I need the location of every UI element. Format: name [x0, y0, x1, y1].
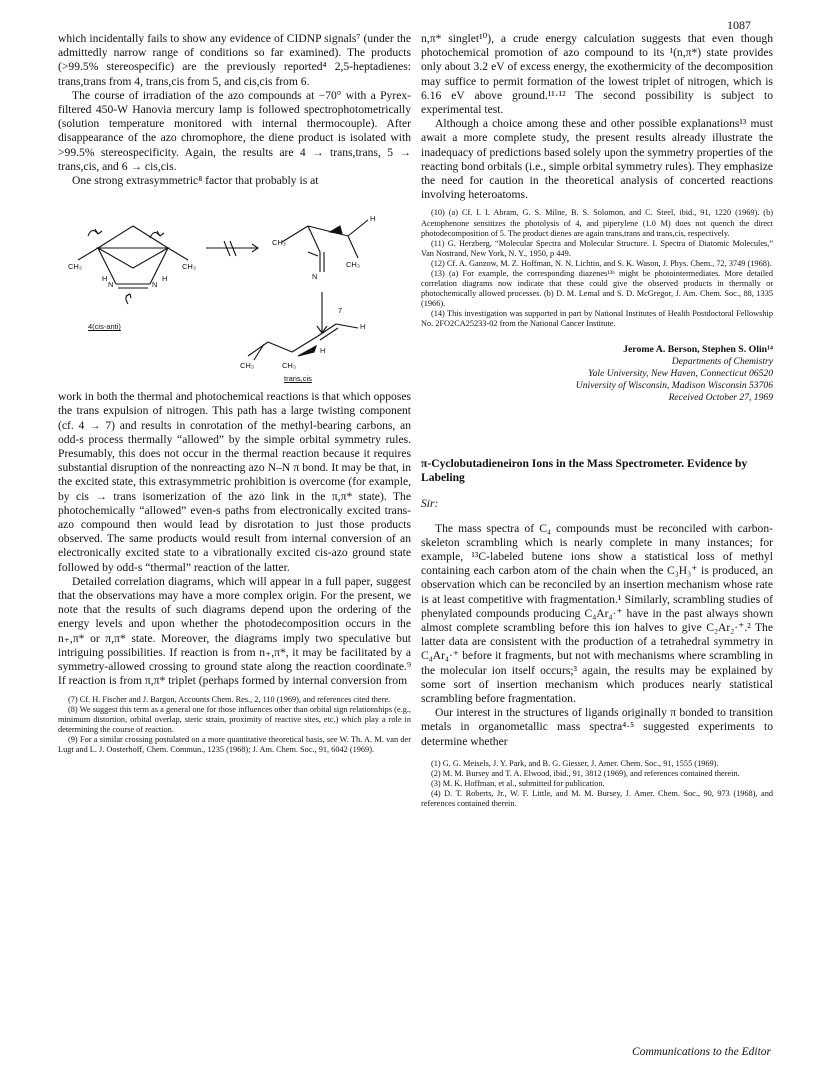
footnote: (4) D. T. Roberts, Jr., W. F. Little, and M. M. Bursey, J. Amer. Chem. Soc., 90, 973 (1968), and references contained therein. — [421, 789, 773, 809]
n-label: N — [312, 272, 318, 282]
left-column — [58, 32, 411, 755]
affiliation: University of Wisconsin, Madison Wisconsin 53706 — [575, 380, 773, 392]
body-paragraph: The mass spectra of C₄ compounds must be reconciled with carbon-skeleton scrambling which is nearly complete in many instances; for example, ¹³C-labeled butene ions show a statistical loss of methyl containing each carbon atom of the chain when the C₃H₃⁺ is produced, an observation which can be reconciled by an insertion mechanism whose rate is at least competitive with fragmentation.¹ Similarly, scrambling studies of phenylated compounds producing C₄Ar₄·⁺ have in the past always shown almost complete scrambling before this ion halves to give C₂Ar₂·⁺.² The latter data are consistent with the production of a tetrahedral symmetry in C₄Ar₄·⁺ before it fragments, but not with mechanisms where scrambling in the molecular ion itself occurs;³ again, the results may be explained by some sort of insertion mechanism which produces nearly statistical scrambling before fragmentation. — [421, 521, 773, 706]
article-title: π-Cyclobutadieneiron Ions in the Mass Spectrometer. Evidence by Labeling — [421, 456, 748, 484]
reaction-scheme-figure — [58, 196, 411, 386]
body-paragraph: n,π* singlet¹⁰), a crude energy calculation suggests that even though photochemical promotion of azo compound to its ¹(n,π*) state provides only about 3.2 eV of excess energy, the exothermicity of the decomposition may suffice to permit formation of the lowest triplet of nitrogen, which is 6.16 eV above ground.¹¹·¹² The second possibility is subject to experimental test. — [421, 32, 773, 117]
salutation: Sir: — [421, 496, 439, 510]
footnotes — [421, 759, 773, 809]
h-label: H — [370, 214, 376, 224]
footnote: (8) We suggest this term as a general one for those influences other than orbital sign relationships (e.g., minimum distortion, orbital overlap, steric strain, proximity of reactive sites, etc.) which play a role in determining the course of reaction. — [58, 704, 411, 734]
footnote: (11) G. Herzberg, “Molecular Spectra and Molecular Structure. I. Spectra of Diatomic Molecules,” Van Nostrand, New York, N. Y., 1950, p 449. — [421, 238, 773, 258]
ch3-label: CH₃ — [272, 238, 286, 248]
footnote: (2) M. M. Bursey and T. A. Elwood, ibid., 91, 3812 (1969), and references contained therein. — [431, 768, 740, 778]
ch3-label: CH₃ — [282, 361, 296, 371]
body-paragraph: The course of irradiation of the azo compounds at −70° with a Pyrex-filtered 450-W Hanovia mercury lamp is followed spectrophotometrically (solution temperature monitored with internal thermocouple). After disappearance of the azo chromophore, the diene product is isolated with >99.5% stereospecificity. Again, the results are 4 → trans,trans, 5 → trans,cis, and 6 → cis,cis. — [58, 88, 411, 173]
body-paragraph: Our interest in the structures of ligands originally π bonded to transition metals in organometallic mass spectra⁴·⁵ suggested experiments to determine whether — [421, 706, 773, 748]
n-label: N — [108, 280, 114, 290]
body-paragraph: Although a choice among these and other possible explanations¹³ must await a more complete study, the present results already illustrate the inadequacy of predictions based solely upon the symmetry properties of the reacting bond orbitals (i.e., simple orbital symmetry rules). They emphasize the need for caution in the theoretical analysis of concerted reactions involving heteroatoms. — [421, 117, 773, 202]
body-paragraph: Detailed correlation diagrams, which will appear in a full paper, suggest that the observations may have a more complex origin. For the present, we note that the results of such diagrams depend upon the ordering of the energy levels and upon whether the photodecomposition occurs in the n₊,π* or π,π* state. Moreover, the diagrams imply two speculative but intriguing possibilities. If reaction is from n₊,π*, it may be facilitated by a symmetry-allowed crossing to ground state along the reaction coordinate.⁹ If reaction is from π,π* triplet (perhaps formed by internal conversion from — [58, 574, 411, 688]
footnote: (13) (a) For example, the corresponding diazenes¹³ᵇ might be photointermediates. More detailed correlation diagrams now indicate that these could give the observed products in thermally or photochemically allowed processes. (b) D. M. Lemal and S. D. McGregor, J. Am. Chem. Soc., 88, 1335 (1966). — [421, 269, 773, 309]
footnote: (12) Cf. A. Ganzow, M. Z. Hoffman, N. N. Lichtin, and S. K. Wason, J. Phys. Chem., 72, 3749 (1968). — [431, 258, 772, 268]
footnote: (7) Cf. H. Fischer and J. Bargon, Accounts Chem. Res., 2, 110 (1969), and references cited there. — [68, 694, 391, 704]
arrow-label-7: 7 — [338, 306, 343, 316]
ch3-label: CH₃ — [182, 262, 196, 272]
h-label: H — [360, 322, 366, 332]
ch3-label: CH₃ — [240, 361, 254, 371]
h-label: H — [102, 274, 108, 284]
footnotes — [421, 208, 773, 329]
h-label: H — [320, 346, 326, 356]
footnote: (3) M. K. Hoffman, et al., submitted for publication. — [431, 779, 605, 789]
footnote: (1) G. G. Meisels, J. Y. Park, and B. G. Giesser, J. Amer. Chem. Soc., 91, 1555 (1969). — [431, 758, 719, 768]
n-label: N — [152, 280, 158, 290]
h-label: H — [162, 274, 168, 284]
author-signature — [421, 344, 773, 405]
footnotes — [58, 695, 411, 756]
received-date: Received October 27, 1969 — [668, 392, 773, 404]
footnote: (10) (a) Cf. I. I. Abram, G. S. Milne, B. S. Solomon, and C. Steel, ibid., 91, 1220 (1969). (b) Acetophenone sensitizes the photolysis of 4, and piperylene (1.0 M) does not quench the direct photodecomposition of 5. The product dienes are again trans,trans and trans,cis, respectively. — [421, 208, 773, 238]
footnote: (9) For a similar crossing postulated on a more quantitative theoretical basis, see W. Th. A. M. van der Lugt and L. J. Oosterhoff, Chem. Commun., 1235 (1968); J. Am. Chem. Soc., 91, 6042 (1969). — [58, 734, 411, 754]
journal-section-footer: Communications to the Editor — [632, 1046, 771, 1058]
reaction-scheme-drawing — [58, 196, 411, 386]
footnote: (14) This investigation was supported in part by National Institutes of Health Postdoctoral Fellowship No. 2FO2CA25233-02 from the National Cancer Institute. — [421, 309, 773, 329]
body-paragraph: One strong extrasymmetric⁸ factor that probably is at — [72, 174, 319, 188]
body-paragraph: work in both the thermal and photochemical reactions is that which opposes the trans expulsion of nitrogen. This path has a large twisting component (cf. 4 → 7) and results in conrotation of the methyl-bearing carbons, an odd-s process thermally “allowed” by the simple orbital symmetry rules. Presumably, this does not occur in the thermal reaction because it requires substantial disruption of the nonreacting azo N–N π bond. It may be that, in the excited state, this extrasymmetric prohibition is overcome (for example, by cis → trans isomerization of the azo link in the π,π* state). The photochemically “allowed” even-s paths from electronically excited trans-azo compound then would lead by disrotation to just those products observed. The same products would result from internal conversion of an electronically excited state to a vibrationally excited cis-azo ground state followed by odd-s “thermal” reaction of the latter. — [58, 390, 411, 574]
page-number: 1087 — [727, 18, 751, 32]
affiliation: Yale University, New Haven, Connecticut 06520 — [588, 367, 773, 379]
ch3-label: CH₃ — [68, 262, 82, 272]
right-column — [421, 32, 773, 809]
compound-4-label: 4(cis-anti) — [88, 322, 121, 332]
author-names: Jerome A. Berson, Stephen S. Olin¹⁴ — [623, 343, 773, 355]
product-label: trans,cis — [284, 374, 312, 384]
body-paragraph: which incidentally fails to show any evidence of CIDNP signals⁷ (under the admittedly narrow range of conditions so far examined). The products (>99.5% stereospecific) are the previously reported⁴ 2,5-heptadienes: trans,trans from 4, trans,cis from 5, and cis,cis from 6. — [58, 32, 411, 88]
department: Departments of Chemistry — [671, 355, 773, 367]
ch3-label: CH₃ — [346, 260, 360, 270]
